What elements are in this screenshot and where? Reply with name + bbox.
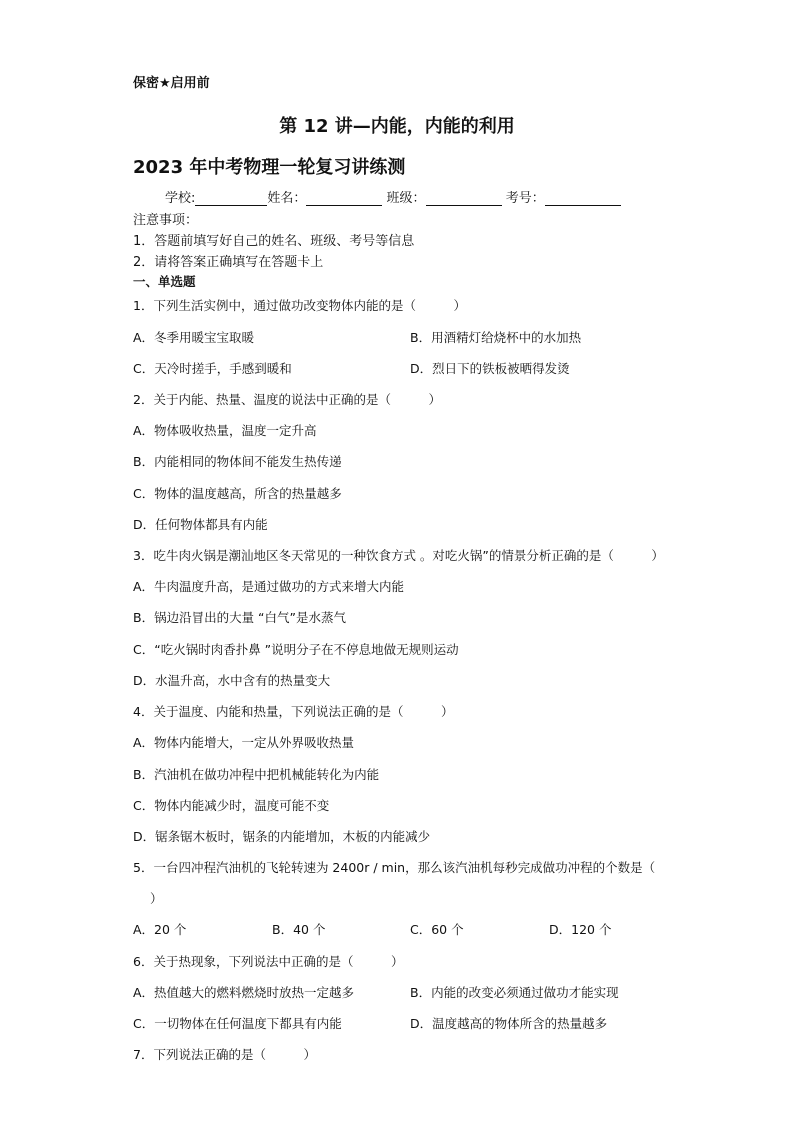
question-stem: 3．吃牛肉火锅是潮汕地区冬天常见的一种饮食方式 。对吃火锅”的情景分析正确的是（ ） xyxy=(133,548,664,563)
question-stem-continuation: ） xyxy=(150,891,163,906)
option-d[interactable]: D．水温升高，水中含有的热量变大 xyxy=(133,673,331,688)
option-c[interactable]: C．一切物体在任何温度下都具有内能 xyxy=(133,1016,342,1031)
note-item: 1．答题前填写好自己的姓名、班级、考号等信息 xyxy=(133,234,415,249)
option-c[interactable]: C．天冷时搓手，手感到暖和 xyxy=(133,361,292,376)
option-c[interactable]: C．60 个 xyxy=(410,922,464,937)
option-d[interactable]: D．任何物体都具有内能 xyxy=(133,517,268,532)
question-stem: 4．关于温度、内能和热量，下列说法正确的是（ ） xyxy=(133,704,454,719)
name-label: 姓名： xyxy=(267,191,307,206)
option-a[interactable]: A．物体内能增大，一定从外界吸收热量 xyxy=(133,735,355,750)
question-stem: 1．下列生活实例中，通过做功改变物体内能的是（ ） xyxy=(133,298,466,313)
option-c[interactable]: C．物体的温度越高，所含的热量越多 xyxy=(133,486,342,501)
option-a[interactable]: A．热值越大的燃料燃烧时放热一定越多 xyxy=(133,985,355,1000)
option-b[interactable]: B．40 个 xyxy=(272,922,326,937)
option-c[interactable]: C．物体内能减少时，温度可能不变 xyxy=(133,798,330,813)
option-a[interactable]: A．冬季用暖宝宝取暖 xyxy=(133,330,255,345)
option-a[interactable]: A．物体吸收热量，温度一定升高 xyxy=(133,423,317,438)
class-blank[interactable] xyxy=(426,191,502,206)
question-stem: 2．关于内能、热量、温度的说法中正确的是（ ） xyxy=(133,392,441,407)
page-subtitle: 2023 年中考物理一轮复习讲练测 xyxy=(133,157,406,178)
question-stem: 5．一台四冲程汽油机的飞轮转速为 2400r / min，那么该汽油机每秒完成做功冲程的个数是（ xyxy=(133,860,656,875)
school-blank[interactable] xyxy=(195,191,267,206)
name-blank[interactable] xyxy=(306,191,382,206)
confidential-label: 保密★启用前 xyxy=(133,76,210,91)
section-heading: 一、单选题 xyxy=(133,274,196,289)
page-title: 第 12 讲—内能，内能的利用 xyxy=(279,116,515,137)
option-a[interactable]: A．牛肉温度升高，是通过做功的方式来增大内能 xyxy=(133,579,405,594)
notes-heading: 注意事项： xyxy=(133,213,199,228)
option-b[interactable]: B．汽油机在做功冲程中把机械能转化为内能 xyxy=(133,767,380,782)
option-b[interactable]: B．内能相同的物体间不能发生热传递 xyxy=(133,454,342,469)
note-item: 2．请将答案正确填写在答题卡上 xyxy=(133,255,324,270)
question-stem: 7．下列说法正确的是（ ） xyxy=(133,1047,316,1062)
option-b[interactable]: B．内能的改变必须通过做功才能实现 xyxy=(410,985,619,1000)
exam-no-label: 考号： xyxy=(505,191,545,206)
option-d[interactable]: D．温度越高的物体所含的热量越多 xyxy=(410,1016,608,1031)
question-stem: 6．关于热现象，下列说法中正确的是（ ） xyxy=(133,954,404,969)
option-b[interactable]: B．锅边沿冒出的大量 “白气”是水蒸气 xyxy=(133,610,347,625)
option-c[interactable]: C．“吃火锅时肉香扑鼻 ”说明分子在不停息地做无规则运动 xyxy=(133,642,459,657)
option-d[interactable]: D．烈日下的铁板被晒得发烫 xyxy=(410,361,570,376)
option-d[interactable]: D．锯条锯木板时，锯条的内能增加，木板的内能减少 xyxy=(133,829,431,844)
class-label: 班级： xyxy=(386,191,426,206)
school-label: 学校: xyxy=(165,191,196,206)
option-b[interactable]: B．用酒精灯给烧杯中的水加热 xyxy=(410,330,582,345)
option-a[interactable]: A．20 个 xyxy=(133,922,187,937)
option-d[interactable]: D．120 个 xyxy=(549,922,612,937)
exam-no-blank[interactable] xyxy=(545,191,621,206)
student-info-line xyxy=(165,187,621,206)
